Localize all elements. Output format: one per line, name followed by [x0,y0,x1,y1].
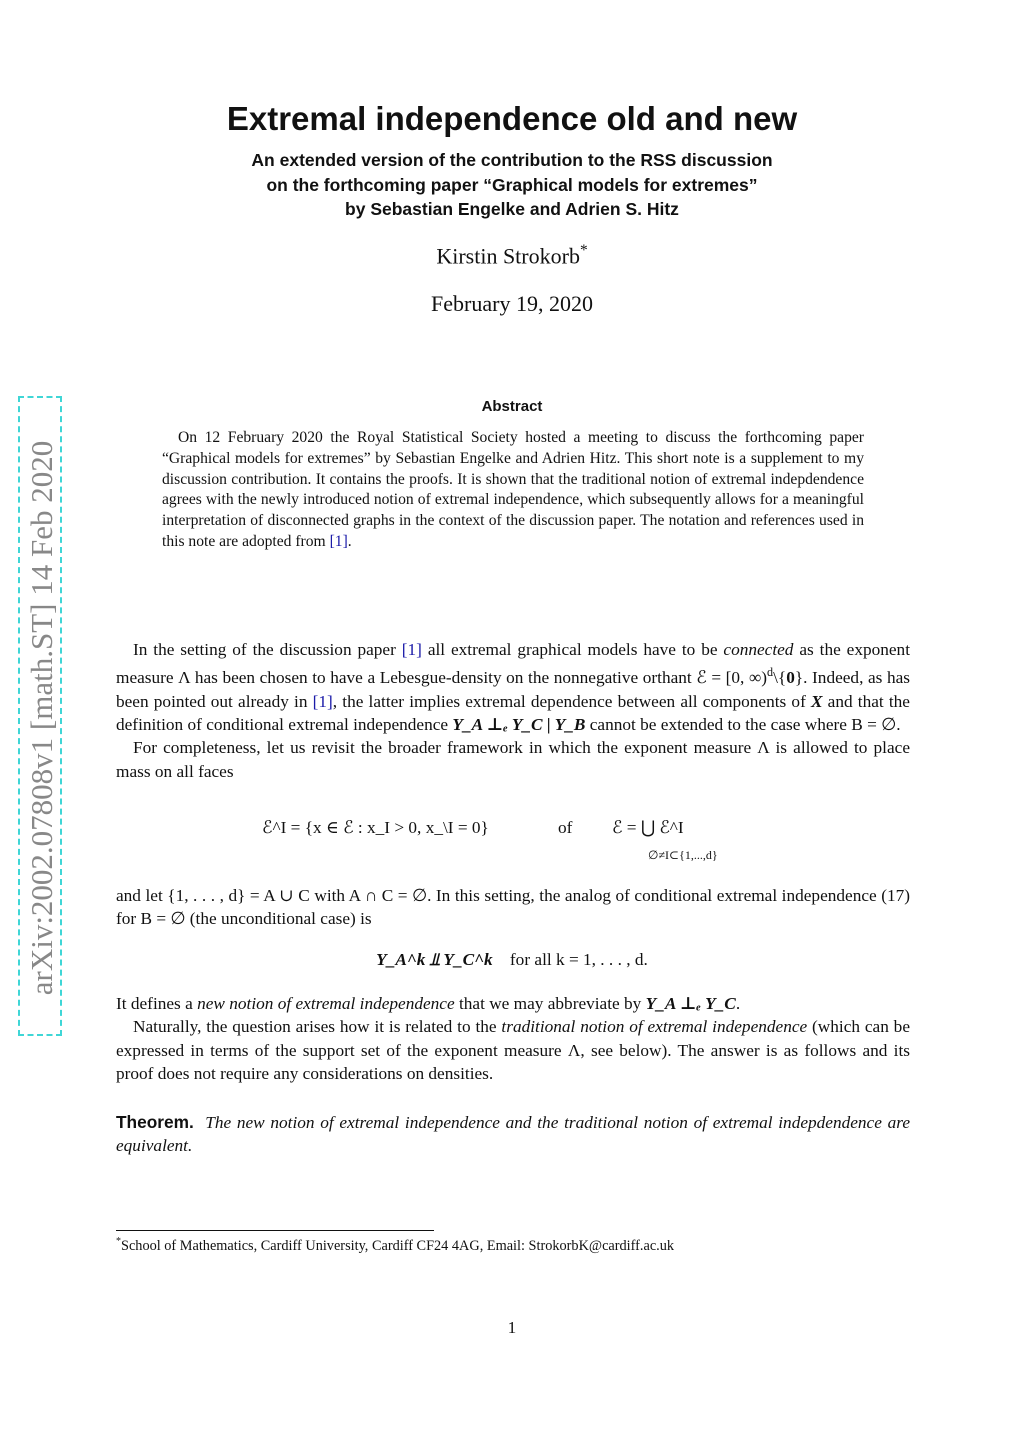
text: In the setting of the discussion paper [133,640,402,659]
citation-link[interactable]: [1] [401,640,422,659]
formula: Y_A ⊥ₑ Y_C [645,994,736,1013]
display-equation-2 [0,950,1024,970]
citation-link[interactable]: [1] [329,532,348,550]
paragraph [116,1015,910,1085]
paper-date: February 19, 2020 [431,291,593,316]
arxiv-stamp[interactable] [18,396,62,1036]
text: (which can be expressed in terms of the support set of the exponent measure Λ, see below). The answer is as follows and its proof does not require any considerations on densities. [116,1017,910,1084]
footnote-text: School of Mathematics, Cardiff University, Cardiff CF24 4AG, Email: StrokorbK@cardiff.ac.uk [121,1237,675,1254]
emphasis: traditional notion of extremal independence [501,1017,808,1037]
text: cannot be extended to the case where B = ∅. [585,714,901,734]
paragraph [116,638,910,736]
text: It defines a [116,994,198,1013]
footnote-mark: * [116,1236,121,1247]
text: }. Indeed, as has been pointed out already in [116,668,910,711]
text: \{ [773,668,787,688]
theorem-label: Theorem. [116,1112,194,1132]
author-footnote-mark: * [579,242,588,259]
paper-subtitle [0,148,1024,222]
bold-x: X [810,691,823,711]
subtitle-line: by Sebastian Engelke and Adrien S. Hitz [345,199,679,219]
abstract-body [162,428,864,553]
emphasis: connected [723,640,794,659]
text: and that the definition of conditional extremal independence [116,691,910,734]
formula: Y_A ⊥ₑ Y_C | Y_B [452,714,586,734]
equation-right: ℰ = ⋃ ℰ^I [612,818,684,837]
equation-left: ℰ^I = {x ∈ ℰ : x_I > 0, x_\I = 0} [262,818,489,837]
equation-subscript: ∅≠I⊂{1,...,d} [648,848,718,862]
body-section-2 [116,884,910,931]
abstract-text: On 12 February 2020 the Royal Statistical Society hosted a meeting to discuss the forthcoming paper “Graphical models for extremes” by Sebastian Engelke and Adrien Hitz. This short note is a supplement to my discussion contribution. It contains the proofs. It is shown that the traditional notion of extremal indepdendence agrees with the newly introduced notion of extremal independence, which subsequently allows for a meaningful interpretation of disconnected graphs in the context of the discussion paper. The notation and references used in this note are adopted from [162,429,864,550]
abstract-end: . [347,532,352,550]
paragraph: For completeness, let us revisit the broader framework in which the exponent measure Λ is allowed to place mass on all faces [116,738,910,781]
paper-title: Extremal independence old and new [226,100,798,137]
subtitle-line: on the forthcoming paper “Graphical models for extremes” [266,174,758,195]
paragraph: and let {1, . . . , d} = A ∪ C with A ∩ C = ∅. In this setting, the analog of conditional extremal independence (17) for B = ∅ (the unconditional case) is [116,886,910,929]
equation-formula: Y_A^k ⫫ Y_C^k [376,950,493,969]
text: that we may abbreviate by [454,994,646,1013]
theorem [116,1111,910,1158]
display-equation-1 [0,814,1024,874]
footnote [116,1236,674,1255]
citation-link[interactable]: [1] [312,691,333,711]
text: as the exponent measure Λ has been chosen to have a Lebesgue-density on the nonnegative orthant ℰ = [0, ∞) [116,640,910,688]
superscript: d [767,665,774,680]
footnote-rule [116,1230,434,1231]
page-number: 1 [507,1318,517,1337]
subtitle-line: An extended version of the contribution to the RSS discussion [251,150,773,170]
text: . [735,994,741,1013]
theorem-text: The new notion of extremal independence and the traditional notion of extremal indepdendence are equivalent. [116,1113,910,1156]
equation-suffix: for all k = 1, . . . , d. [509,950,648,969]
paragraph [116,992,910,1015]
author [0,242,1024,269]
emphasis: new notion of extremal independence [197,994,455,1013]
bold-zero: 0 [786,668,795,688]
abstract-heading: Abstract [481,398,543,415]
body-section-1 [116,638,910,783]
text: , the latter implies extremal dependence between all components of [332,691,811,711]
text: all extremal graphical models have to be [421,640,724,659]
body-section-3 [116,992,910,1086]
equation-of: of [558,818,573,837]
text: Naturally, the question arises how it is related to the [133,1017,502,1037]
author-name: Kirstin Strokorb [436,243,580,269]
arxiv-stamp-text: arXiv:2002.07808v1 [math.ST] 14 Feb 2020 [24,440,59,996]
